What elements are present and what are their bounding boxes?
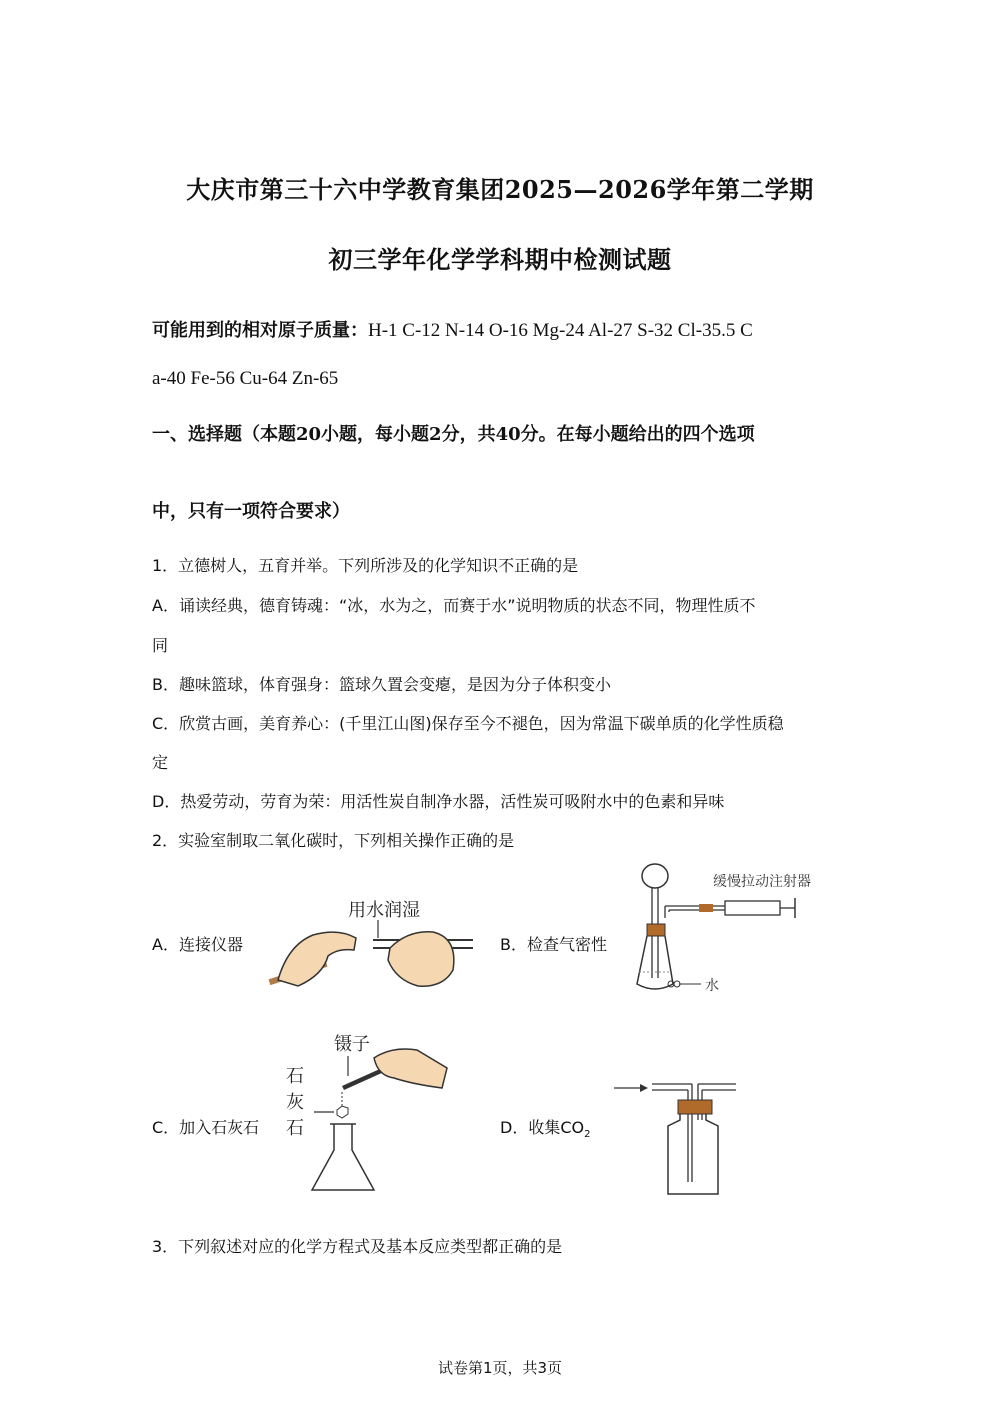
limestone-lump — [337, 1106, 348, 1118]
fig-c-tweezers-label: 镊子 — [334, 1034, 370, 1055]
q2-option-b: B．检查气密性 — [500, 935, 607, 954]
q2-option-a: A．连接仪器 — [152, 935, 243, 954]
stopper — [647, 924, 665, 936]
q2-option-d-text: D．收集CO — [500, 1118, 585, 1137]
q1-option-c-line1: C．欣赏古画，美育养心：(千里江山图)保存至今不褪色，因为常温下碳单质的化学性质稳 — [152, 714, 784, 733]
hand — [374, 1049, 447, 1088]
title-line-1: 大庆市第三十六中学教育集团2025—2026学年第二学期 — [186, 175, 814, 204]
section-heading-line-2: 中，只有一项符合要求） — [152, 501, 350, 522]
atomic-mass-label: 可能用到的相对原子质量： — [152, 320, 368, 341]
fig-a-label: 用水润湿 — [348, 900, 420, 921]
q1-option-a-line2: 同 — [152, 636, 169, 655]
left-hand — [278, 932, 356, 986]
flask — [312, 1124, 374, 1190]
q3-stem: 3．下列叙述对应的化学方程式及基本反应类型都正确的是 — [152, 1237, 563, 1256]
q2-option-d-subscript: 2 — [584, 1129, 591, 1141]
section-heading-line-1: 一、选择题（本题20小题，每小题2分，共40分。在每小题给出的四个选项 — [152, 424, 755, 445]
fig-c-stone-3: 石 — [286, 1118, 304, 1139]
figure-add-limestone — [282, 1028, 462, 1198]
q2-option-c: C．加入石灰石 — [152, 1118, 260, 1137]
figure-collect-co2 — [612, 1072, 742, 1197]
gas-bottle — [668, 1114, 718, 1194]
fig-c-stone-1: 石 — [286, 1066, 304, 1087]
atomic-mass-line-2: a-40 Fe-56 Cu-64 Zn-65 — [152, 368, 339, 389]
q1-option-b: B．趣味篮球，体育强身：篮球久置会变瘪，是因为分子体积变小 — [152, 675, 611, 694]
fig-c-stone-2: 灰 — [286, 1092, 304, 1113]
q2-stem: 2．实验室制取二氧化碳时，下列相关操作正确的是 — [152, 831, 515, 850]
q1-option-a-line1: A．诵读经典，德育铸魂：“冰，水为之，而赛于水”说明物质的状态不同，物理性质不 — [152, 596, 756, 615]
q1-option-d: D．热爱劳动，劳育为荣：用活性炭自制净水器，活性炭可吸附水中的色素和异味 — [152, 792, 725, 811]
funnel-bulb — [642, 864, 668, 888]
fig-b-syringe-label: 缓慢拉动注射器 — [713, 874, 811, 890]
q1-stem: 1．立德树人，五育并举。下列所涉及的化学知识不正确的是 — [152, 556, 579, 575]
conical-flask — [637, 936, 673, 989]
bottle-stopper — [678, 1100, 712, 1114]
atomic-mass-line-1 — [152, 316, 753, 342]
q2-option-d — [500, 1115, 590, 1140]
fig-b-water-label: 水 — [705, 978, 719, 994]
syringe-barrel — [725, 901, 780, 915]
figure-airtightness-check — [625, 858, 835, 998]
title-line-2: 初三学年化学学科期中检测试题 — [328, 245, 672, 274]
q1-option-c-line2: 定 — [152, 753, 169, 772]
connecting-tube — [699, 904, 713, 912]
figure-connect-apparatus — [268, 890, 478, 990]
atomic-mass-values-1: H-1 C-12 N-14 O-16 Mg-24 Al-27 S-32 Cl-35.5 C — [368, 320, 753, 341]
page-footer: 试卷第1页，共3页 — [437, 1359, 563, 1377]
